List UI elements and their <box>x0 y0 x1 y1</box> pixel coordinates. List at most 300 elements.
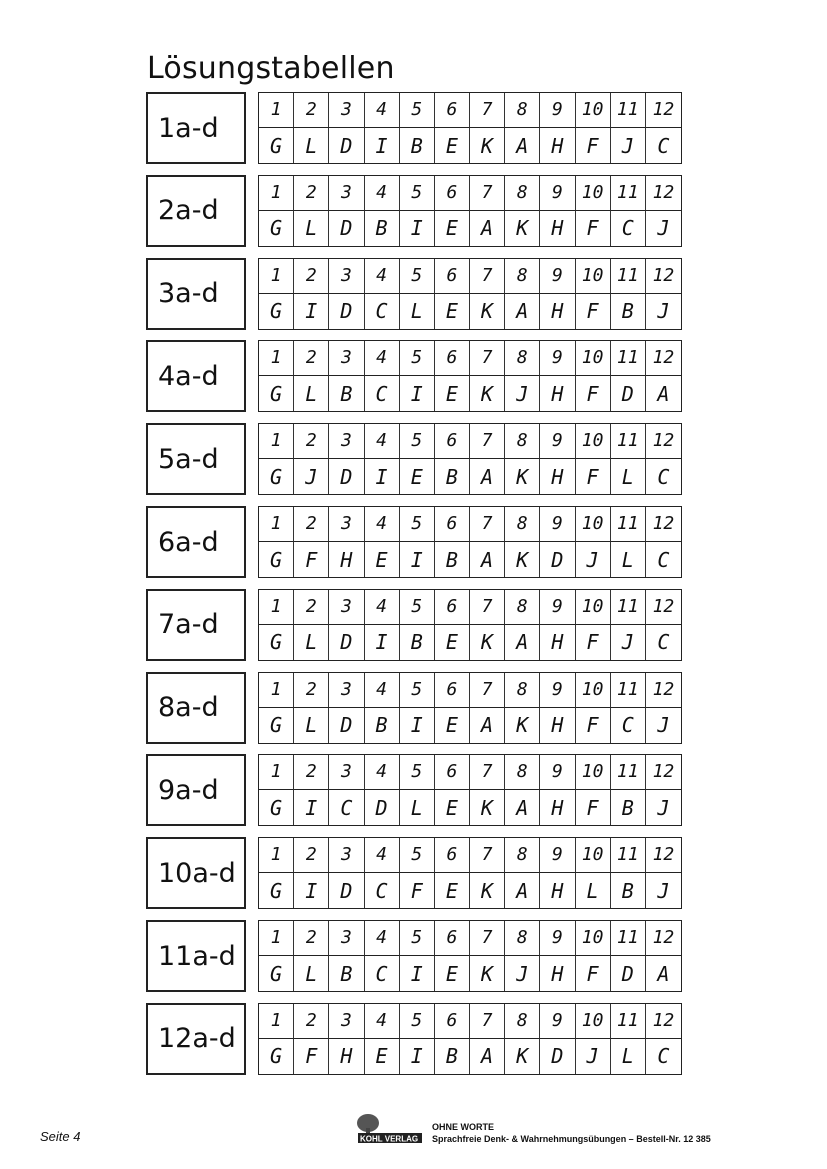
letter-cell: K <box>505 708 540 743</box>
row-label-box <box>146 506 246 578</box>
number-cell: 12 <box>646 1004 681 1039</box>
letter-cell: B <box>435 542 470 577</box>
number-cell: 9 <box>540 590 575 625</box>
number-cell: 7 <box>470 176 505 211</box>
number-cell: 6 <box>435 424 470 459</box>
letter-cell: K <box>505 211 540 246</box>
number-cell: 1 <box>259 507 294 542</box>
letter-cell: D <box>329 873 364 908</box>
letter-cell: A <box>505 790 540 825</box>
letter-cell: A <box>470 1039 505 1074</box>
letter-cell: L <box>294 956 329 991</box>
number-cell: 2 <box>294 1004 329 1039</box>
number-cell: 3 <box>329 93 364 128</box>
number-cell: 12 <box>646 507 681 542</box>
number-cell: 4 <box>365 424 400 459</box>
row-label-box <box>146 340 246 412</box>
letter-cell: H <box>540 211 575 246</box>
letter-cell: L <box>294 376 329 411</box>
answer-grid <box>258 672 682 744</box>
number-cell: 4 <box>365 838 400 873</box>
letter-cell: D <box>329 625 364 660</box>
number-cell: 9 <box>540 93 575 128</box>
number-cell: 6 <box>435 838 470 873</box>
letter-cell: C <box>365 956 400 991</box>
number-cell: 11 <box>611 341 646 376</box>
number-cell: 7 <box>470 838 505 873</box>
letter-cell: E <box>435 790 470 825</box>
number-cell: 12 <box>646 921 681 956</box>
number-cell: 10 <box>576 673 611 708</box>
row-label: 8a-d <box>158 692 219 724</box>
letter-cell: L <box>576 873 611 908</box>
number-cell: 4 <box>365 590 400 625</box>
number-cell: 3 <box>329 1004 364 1039</box>
number-cell: 2 <box>294 176 329 211</box>
solution-row <box>146 672 682 747</box>
number-cell: 1 <box>259 176 294 211</box>
number-cell: 3 <box>329 921 364 956</box>
letter-cell: I <box>294 790 329 825</box>
letter-cell: H <box>540 873 575 908</box>
letter-cell: I <box>365 459 400 494</box>
letter-cell: E <box>435 376 470 411</box>
number-cell: 4 <box>365 921 400 956</box>
number-cell: 9 <box>540 341 575 376</box>
answer-grid <box>258 1003 682 1075</box>
letter-cell: F <box>576 790 611 825</box>
answer-grid <box>258 754 682 826</box>
letter-cell: F <box>576 376 611 411</box>
letter-cell: L <box>294 128 329 163</box>
letter-cell: D <box>540 1039 575 1074</box>
number-cell: 8 <box>505 1004 540 1039</box>
number-cell: 7 <box>470 259 505 294</box>
number-cell: 10 <box>576 838 611 873</box>
letter-cell: I <box>400 708 435 743</box>
letter-cell: E <box>435 128 470 163</box>
letter-cell: A <box>657 961 670 986</box>
number-cell: 2 <box>294 259 329 294</box>
letter-cell: K <box>505 1039 540 1074</box>
letter-cell: B <box>365 708 400 743</box>
number-cell: 10 <box>576 921 611 956</box>
letter-cell: H <box>540 625 575 660</box>
letter-cell: H <box>540 376 575 411</box>
number-cell: 2 <box>294 507 329 542</box>
solution-row <box>146 837 682 912</box>
number-cell: 8 <box>505 507 540 542</box>
letter-cell: L <box>294 625 329 660</box>
letter-cell: J <box>505 956 540 991</box>
number-cell: 5 <box>400 507 435 542</box>
letter-cell: F <box>294 1039 329 1074</box>
letter-cell: E <box>435 956 470 991</box>
letter-cell: A <box>505 625 540 660</box>
letter-cell: L <box>611 459 646 494</box>
number-cell: 11 <box>611 424 646 459</box>
number-cell: 9 <box>540 424 575 459</box>
letter-cell: D <box>540 542 575 577</box>
solution-row <box>146 258 682 333</box>
row-label-box <box>146 837 246 909</box>
letter-cell: G <box>259 1039 294 1074</box>
letter-cell: L <box>294 211 329 246</box>
letter-cell: B <box>365 211 400 246</box>
number-cell: 4 <box>365 341 400 376</box>
number-cell: 10 <box>576 590 611 625</box>
number-cell: 5 <box>400 341 435 376</box>
number-cell: 8 <box>505 590 540 625</box>
row-label-box <box>146 175 246 247</box>
letter-cell: E <box>365 1039 400 1074</box>
number-cell: 8 <box>505 259 540 294</box>
number-cell: 9 <box>540 507 575 542</box>
number-cell: 7 <box>470 921 505 956</box>
letter-cell: B <box>400 625 435 660</box>
letter-cell: L <box>611 1039 646 1074</box>
letter-cell: H <box>540 294 575 329</box>
number-cell: 3 <box>329 176 364 211</box>
answer-grid <box>258 423 682 495</box>
solution-row <box>146 589 682 664</box>
number-cell: 9 <box>540 838 575 873</box>
letter-cell: C <box>657 133 670 158</box>
letter-cell: J <box>294 459 329 494</box>
number-cell: 6 <box>435 590 470 625</box>
number-cell: 12 <box>646 424 681 459</box>
letter-cell: C <box>657 630 670 655</box>
letter-cell: I <box>294 294 329 329</box>
letter-cell: B <box>329 956 364 991</box>
letter-cell: E <box>435 211 470 246</box>
solution-row <box>146 754 682 829</box>
number-cell: 8 <box>505 921 540 956</box>
letter-cell: E <box>435 294 470 329</box>
letter-cell: C <box>657 464 670 489</box>
number-cell: 5 <box>400 921 435 956</box>
number-cell: 8 <box>505 176 540 211</box>
number-cell: 11 <box>611 507 646 542</box>
number-cell: 2 <box>294 921 329 956</box>
letter-cell: D <box>329 459 364 494</box>
kohl-verlag-logo <box>352 1112 426 1150</box>
number-cell: 1 <box>259 838 294 873</box>
row-label-box <box>146 92 246 164</box>
letter-cell: K <box>470 873 505 908</box>
letter-cell: F <box>576 128 611 163</box>
answer-grid <box>258 837 682 909</box>
row-label-box <box>146 589 246 661</box>
number-cell: 2 <box>294 424 329 459</box>
number-cell: 11 <box>611 590 646 625</box>
number-cell: 9 <box>540 1004 575 1039</box>
answer-grid <box>258 589 682 661</box>
solution-row <box>146 920 682 995</box>
row-label: 11a-d <box>158 940 236 972</box>
letter-cell: J <box>657 713 670 738</box>
number-cell: 6 <box>435 176 470 211</box>
number-cell: 12 <box>646 590 681 625</box>
number-cell: 3 <box>329 838 364 873</box>
row-label: 12a-d <box>158 1023 236 1055</box>
letter-cell: K <box>470 376 505 411</box>
letter-cell: I <box>400 542 435 577</box>
letter-cell: E <box>400 459 435 494</box>
solution-row <box>146 423 682 498</box>
letter-cell: C <box>365 294 400 329</box>
row-label: 3a-d <box>158 278 219 310</box>
number-cell: 3 <box>329 507 364 542</box>
row-label-box <box>146 1003 246 1075</box>
number-cell: 1 <box>259 755 294 790</box>
letter-cell: J <box>505 376 540 411</box>
letter-cell: L <box>400 790 435 825</box>
number-cell: 12 <box>646 838 681 873</box>
letter-cell: H <box>329 1039 364 1074</box>
number-cell: 2 <box>294 341 329 376</box>
number-cell: 11 <box>611 921 646 956</box>
letter-cell: L <box>400 294 435 329</box>
number-cell: 2 <box>294 755 329 790</box>
number-cell: 2 <box>294 838 329 873</box>
number-cell: 6 <box>435 341 470 376</box>
row-label-box <box>146 754 246 826</box>
number-cell: 11 <box>611 755 646 790</box>
number-cell: 7 <box>470 1004 505 1039</box>
row-label-box <box>146 423 246 495</box>
number-cell: 5 <box>400 755 435 790</box>
row-label: 9a-d <box>158 774 219 806</box>
row-label: 1a-d <box>158 112 219 144</box>
letter-cell: K <box>470 625 505 660</box>
number-cell: 8 <box>505 838 540 873</box>
letter-cell: C <box>657 1044 670 1069</box>
number-cell: 5 <box>400 259 435 294</box>
number-cell: 3 <box>329 755 364 790</box>
letter-cell: H <box>540 128 575 163</box>
letter-cell: H <box>540 708 575 743</box>
letter-cell: J <box>657 216 670 241</box>
letter-cell: G <box>259 294 294 329</box>
number-cell: 5 <box>400 424 435 459</box>
answer-grid <box>258 175 682 247</box>
number-cell: 9 <box>540 259 575 294</box>
row-label: 2a-d <box>158 195 219 227</box>
number-cell: 8 <box>505 755 540 790</box>
letter-cell: C <box>329 790 364 825</box>
number-cell: 8 <box>505 673 540 708</box>
letter-cell: B <box>611 873 646 908</box>
number-cell: 12 <box>646 93 681 128</box>
letter-cell: B <box>435 459 470 494</box>
letter-cell: A <box>505 873 540 908</box>
number-cell: 5 <box>400 93 435 128</box>
number-cell: 8 <box>505 424 540 459</box>
letter-cell: K <box>505 542 540 577</box>
letter-cell: I <box>400 376 435 411</box>
letter-cell: F <box>576 956 611 991</box>
number-cell: 10 <box>576 424 611 459</box>
row-label: 6a-d <box>158 526 219 558</box>
letter-cell: J <box>611 128 646 163</box>
number-cell: 6 <box>435 755 470 790</box>
letter-cell: I <box>294 873 329 908</box>
letter-cell: G <box>259 128 294 163</box>
number-cell: 6 <box>435 93 470 128</box>
letter-cell: I <box>365 625 400 660</box>
letter-cell: B <box>611 294 646 329</box>
number-cell: 3 <box>329 673 364 708</box>
number-cell: 2 <box>294 590 329 625</box>
number-cell: 7 <box>470 341 505 376</box>
letter-cell: E <box>435 625 470 660</box>
letter-cell: G <box>259 956 294 991</box>
number-cell: 8 <box>505 341 540 376</box>
number-cell: 11 <box>611 838 646 873</box>
letter-cell: D <box>329 128 364 163</box>
letter-cell: K <box>470 294 505 329</box>
number-cell: 11 <box>611 93 646 128</box>
answer-grid <box>258 340 682 412</box>
number-cell: 4 <box>365 176 400 211</box>
letter-cell: H <box>329 542 364 577</box>
series-subtitle: Sprachfreie Denk- & Wahrnehmungsübungen – Bestell-Nr. 12 385 <box>432 1134 711 1144</box>
number-cell: 5 <box>400 590 435 625</box>
number-cell: 6 <box>435 259 470 294</box>
letter-cell: D <box>329 294 364 329</box>
logo-text: KOHL VERLAG <box>360 1134 419 1144</box>
number-cell: 11 <box>611 176 646 211</box>
number-cell: 8 <box>505 93 540 128</box>
row-label: 4a-d <box>158 360 219 392</box>
number-cell: 6 <box>435 921 470 956</box>
letter-cell: H <box>540 956 575 991</box>
letter-cell: J <box>657 795 670 820</box>
number-cell: 1 <box>259 259 294 294</box>
row-label: 5a-d <box>158 443 219 475</box>
number-cell: 3 <box>329 341 364 376</box>
number-cell: 7 <box>470 755 505 790</box>
number-cell: 6 <box>435 673 470 708</box>
number-cell: 4 <box>365 507 400 542</box>
letter-cell: D <box>329 708 364 743</box>
number-cell: 10 <box>576 755 611 790</box>
number-cell: 6 <box>435 1004 470 1039</box>
answer-grid <box>258 92 682 164</box>
solution-row <box>146 340 682 415</box>
solution-row <box>146 506 682 581</box>
number-cell: 1 <box>259 1004 294 1039</box>
letter-cell: I <box>365 128 400 163</box>
number-cell: 4 <box>365 673 400 708</box>
solution-row <box>146 92 682 167</box>
number-cell: 4 <box>365 1004 400 1039</box>
letter-cell: K <box>505 459 540 494</box>
answer-grid <box>258 506 682 578</box>
number-cell: 2 <box>294 673 329 708</box>
number-cell: 12 <box>646 259 681 294</box>
letter-cell: D <box>611 376 646 411</box>
letter-cell: F <box>576 459 611 494</box>
number-cell: 9 <box>540 176 575 211</box>
row-label-box <box>146 258 246 330</box>
letter-cell: G <box>259 376 294 411</box>
letter-cell: G <box>259 708 294 743</box>
letter-cell: F <box>576 211 611 246</box>
answer-grid <box>258 920 682 992</box>
number-cell: 7 <box>470 673 505 708</box>
letter-cell: B <box>329 376 364 411</box>
page-title: Lösungstabellen <box>147 51 395 86</box>
letter-cell: I <box>400 956 435 991</box>
row-label: 7a-d <box>158 609 219 641</box>
number-cell: 7 <box>470 590 505 625</box>
number-cell: 5 <box>400 1004 435 1039</box>
row-label: 10a-d <box>158 857 236 889</box>
letter-cell: J <box>611 625 646 660</box>
number-cell: 3 <box>329 590 364 625</box>
number-cell: 7 <box>470 93 505 128</box>
number-cell: 5 <box>400 673 435 708</box>
number-cell: 12 <box>646 176 681 211</box>
letter-cell: G <box>259 873 294 908</box>
number-cell: 7 <box>470 424 505 459</box>
row-label-box <box>146 920 246 992</box>
letter-cell: F <box>576 625 611 660</box>
letter-cell: G <box>259 211 294 246</box>
letter-cell: D <box>611 956 646 991</box>
letter-cell: F <box>400 873 435 908</box>
letter-cell: D <box>365 790 400 825</box>
number-cell: 11 <box>611 673 646 708</box>
number-cell: 1 <box>259 921 294 956</box>
letter-cell: A <box>657 381 670 406</box>
letter-cell: I <box>400 211 435 246</box>
letter-cell: H <box>540 459 575 494</box>
letter-cell: G <box>259 790 294 825</box>
letter-cell: C <box>657 547 670 572</box>
number-cell: 9 <box>540 673 575 708</box>
letter-cell: E <box>435 708 470 743</box>
number-cell: 12 <box>646 673 681 708</box>
letter-cell: C <box>611 708 646 743</box>
letter-cell: C <box>611 211 646 246</box>
letter-cell: F <box>294 542 329 577</box>
letter-cell: A <box>505 294 540 329</box>
series-title: OHNE WORTE <box>432 1122 494 1132</box>
number-cell: 4 <box>365 93 400 128</box>
letter-cell: B <box>400 128 435 163</box>
number-cell: 1 <box>259 93 294 128</box>
number-cell: 6 <box>435 507 470 542</box>
solution-row <box>146 1003 682 1078</box>
letter-cell: D <box>329 211 364 246</box>
number-cell: 4 <box>365 259 400 294</box>
number-cell: 10 <box>576 1004 611 1039</box>
number-cell: 5 <box>400 838 435 873</box>
number-cell: 9 <box>540 755 575 790</box>
number-cell: 3 <box>329 424 364 459</box>
letter-cell: J <box>657 299 670 324</box>
letter-cell: I <box>400 1039 435 1074</box>
letter-cell: H <box>540 790 575 825</box>
letter-cell: L <box>294 708 329 743</box>
letter-cell: F <box>576 294 611 329</box>
letter-cell: A <box>470 542 505 577</box>
number-cell: 10 <box>576 259 611 294</box>
solution-row <box>146 175 682 250</box>
